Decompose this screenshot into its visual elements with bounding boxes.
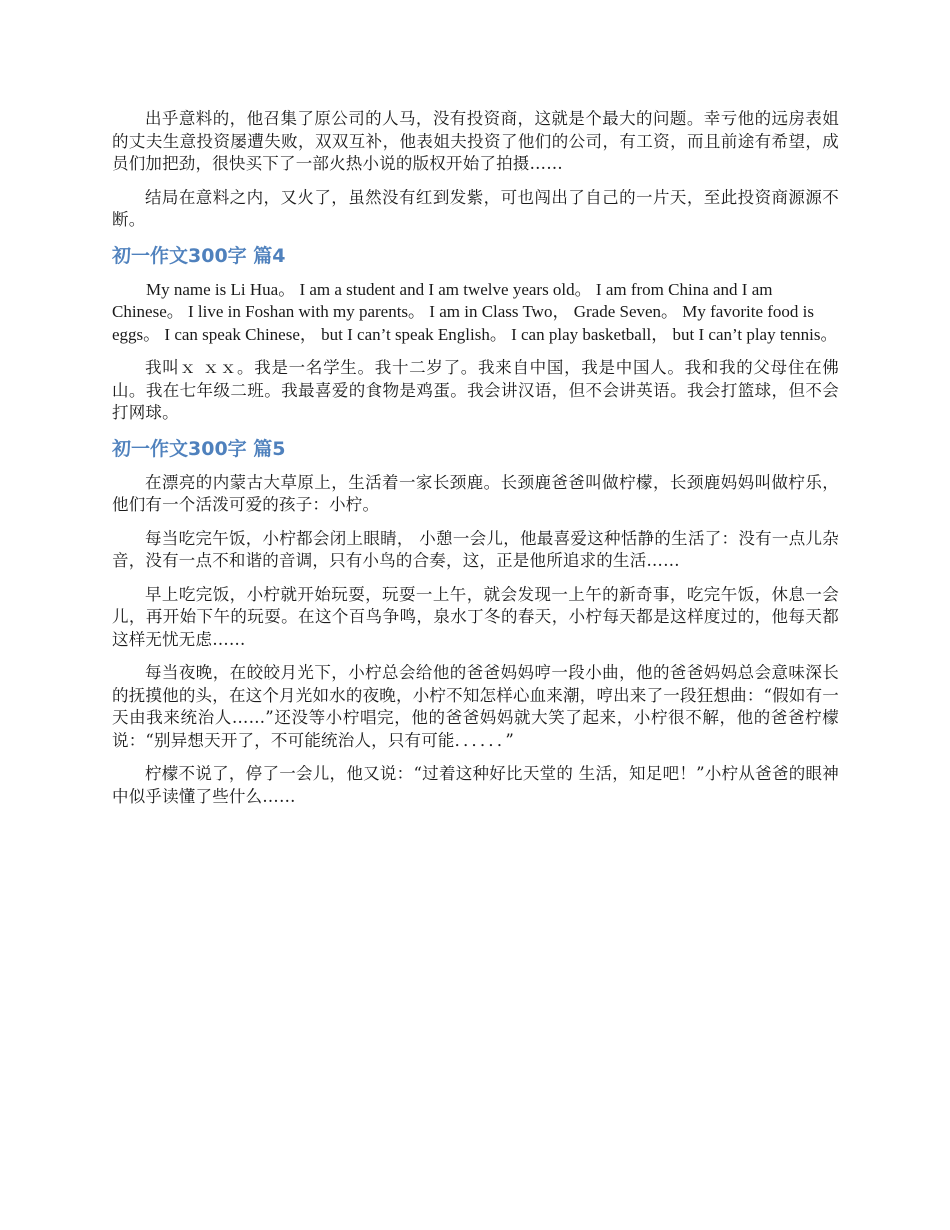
paragraph: 每当夜晚，在皎皎月光下，小柠总会给他的爸爸妈妈哼一段小曲，他的爸爸妈妈总会意味深长的抚摸他的头，在这个月光如水的夜晚，小柠不知怎样心血来潮，哼出来了一段狂想曲：“假如有一天由我来统治人……”还没等小柠唱完，他的爸爸妈妈就大笑了起来，小柠很不解，他的爸爸柠檬说：“别异想天开了，不可能统治人，只有可能．．．．．．” (112, 663, 839, 750)
paragraph: 在漂亮的内蒙古大草原上，生活着一家长颈鹿。长颈鹿爸爸叫做柠檬，长颈鹿妈妈叫做柠乐，他们有一个活泼可爱的孩子：小柠。 (112, 472, 839, 514)
paragraph: 每当吃完午饭，小柠都会闭上眼睛， 小憩一会儿，他最喜爱这种恬静的生活了：没有一点儿杂音，没有一点不和谐的音调，只有小鸟的合奏，这，正是他所追求的生活…… (112, 528, 839, 570)
english-paragraph: My name is Li Hua。 I am a student and I am twelve years old。 I am from China and I am Chinese。 I live in Foshan with my parents。 I am in Class Two， Grade Seven。 My favorite food is eggs。 I can speak Chinese， but I can’t speak English。 I can play basketball， but I can’t play tennis。 (112, 279, 838, 344)
section-heading: 初一作文300字 篇4 (112, 244, 286, 267)
paragraph: 我叫ｘ ｘｘ。我是一名学生。我十二岁了。我来自中国，我是中国人。我和我的父母住在佛山。我在七年级二班。我最喜爱的食物是鸡蛋。我会讲汉语，但不会讲英语。我会打篮球，但不会打网球。 (112, 358, 839, 422)
document-page (112, 108, 839, 819)
paragraph: 早上吃完饭，小柠就开始玩耍，玩耍一上午，就会发现一上午的新奇事，吃完午饭，休息一会儿，再开始下午的玩耍。在这个百鸟争鸣，泉水丁冬的春天，小柠每天都是这样度过的，他每天都这样无忧无虑…… (112, 584, 839, 649)
paragraph: 柠檬不说了，停了一会儿，他又说：“过着这种好比天堂的 生活，知足吧！”小柠从爸爸的眼神中似乎读懂了些什么…… (112, 764, 839, 806)
section-heading: 初一作文300字 篇5 (112, 437, 286, 460)
paragraph: 出乎意料的，他召集了原公司的人马，没有投资商，这就是个最大的问题。幸亏他的远房表姐的丈夫生意投资屡遭失败，双双互补，他表姐夫投资了他们的公司，有工资，而且前途有希望，成员们加把劲，很快买下了一部火热小说的版权开始了拍摄…… (112, 109, 839, 173)
paragraph: 结局在意料之内，又火了，虽然没有红到发紫，可也闯出了自己的一片天，至此投资商源源不断。 (112, 187, 839, 229)
